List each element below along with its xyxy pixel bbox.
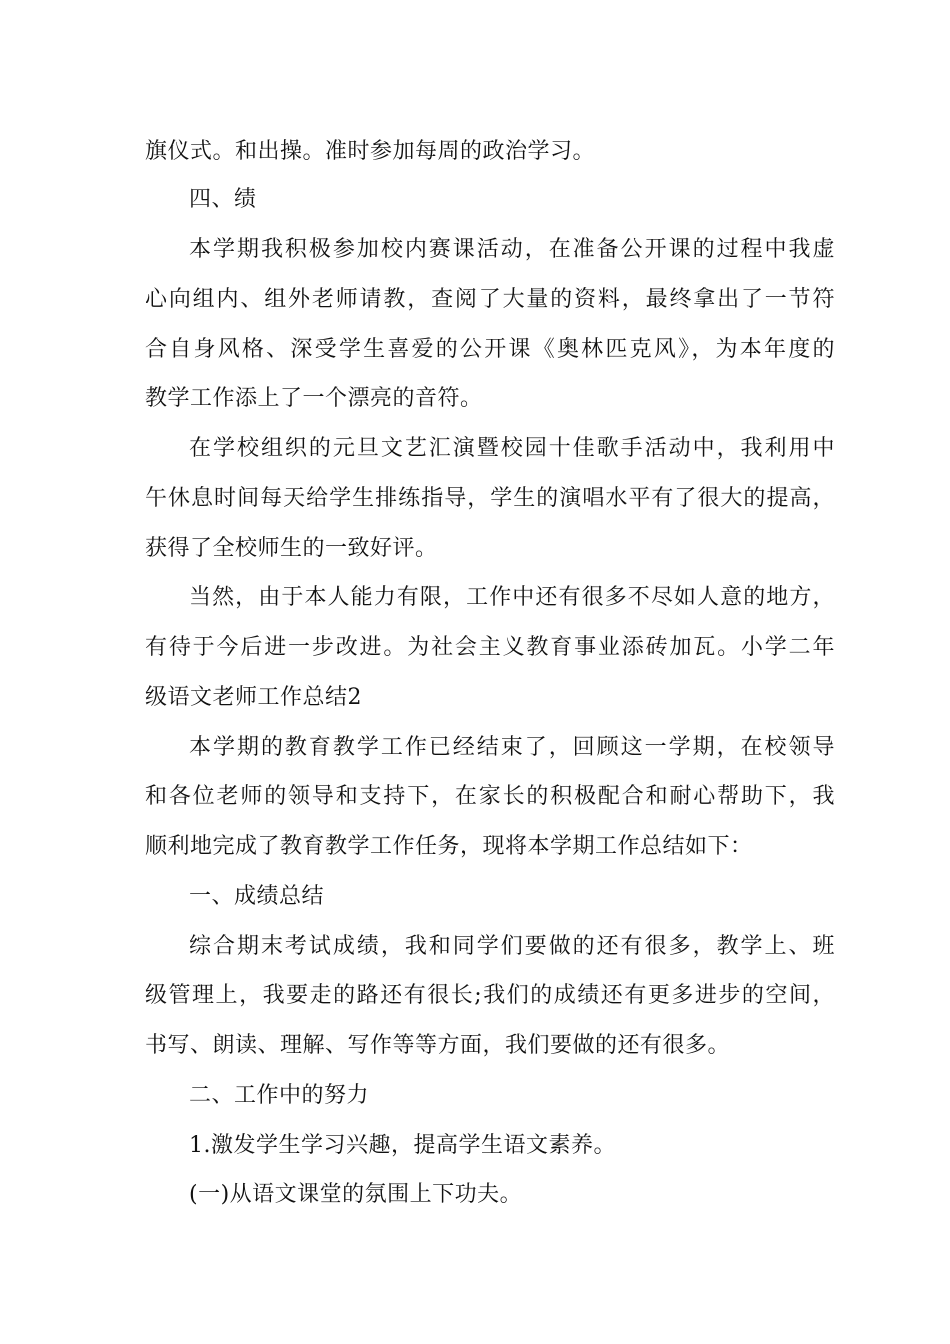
section-heading: 四、绩 [189, 187, 257, 212]
text-line: 级管理上，我要走的路还有很长;我们的成绩还有更多进步的空间， [145, 983, 835, 1008]
text-line: 心向组内、组外老师请教，查阅了大量的资料，最终拿出了一节符 [145, 287, 835, 312]
list-item: 1.激发学生学习兴趣，提高学生语文素养。 [189, 1133, 616, 1158]
text-line: 当然，由于本人能力有限，工作中还有很多不尽如人意的地方， [189, 585, 835, 610]
text-line: 合自身风格、深受学生喜爱的公开课《奥林匹克风》，为本年度的 [145, 337, 835, 362]
text-line: 在学校组织的元旦文艺汇演暨校园十佳歌手活动中，我利用中 [189, 436, 835, 461]
text-line: 本学期的教育教学工作已经结束了，回顾这一学期，在校领导 [189, 735, 835, 760]
text-line: 综合期末考试成绩，我和同学们要做的还有很多，教学上、班 [189, 934, 835, 959]
text-line: 获得了全校师生的一致好评。 [145, 536, 438, 561]
text-line: 顺利地完成了教育教学工作任务，现将本学期工作总结如下： [145, 834, 753, 859]
text-line: 和各位老师的领导和支持下，在家长的积极配合和耐心帮助下，我 [145, 784, 835, 809]
text-line: 本学期我积极参加校内赛课活动，在准备公开课的过程中我虚 [189, 237, 835, 262]
text-line: 书写、朗读、理解、写作等等方面，我们要做的还有很多。 [145, 1033, 731, 1058]
section-heading: 一、成绩总结 [189, 884, 325, 909]
text-line: 教学工作添上了一个漂亮的音符。 [145, 386, 483, 411]
section-heading: 二、工作中的努力 [189, 1083, 370, 1108]
text-line: 午休息时间每天给学生排练指导，学生的演唱水平有了很大的提高， [145, 486, 835, 511]
list-item: (一)从语文课堂的氛围上下功夫。 [189, 1182, 523, 1207]
text-line: 有待于今后进一步改进。为社会主义教育事业添砖加瓦。小学二年 [145, 635, 835, 660]
document-title: 级语文老师工作总结2 [145, 685, 362, 710]
text-line: 旗仪式。和出操。准时参加每周的政治学习。 [145, 139, 596, 164]
